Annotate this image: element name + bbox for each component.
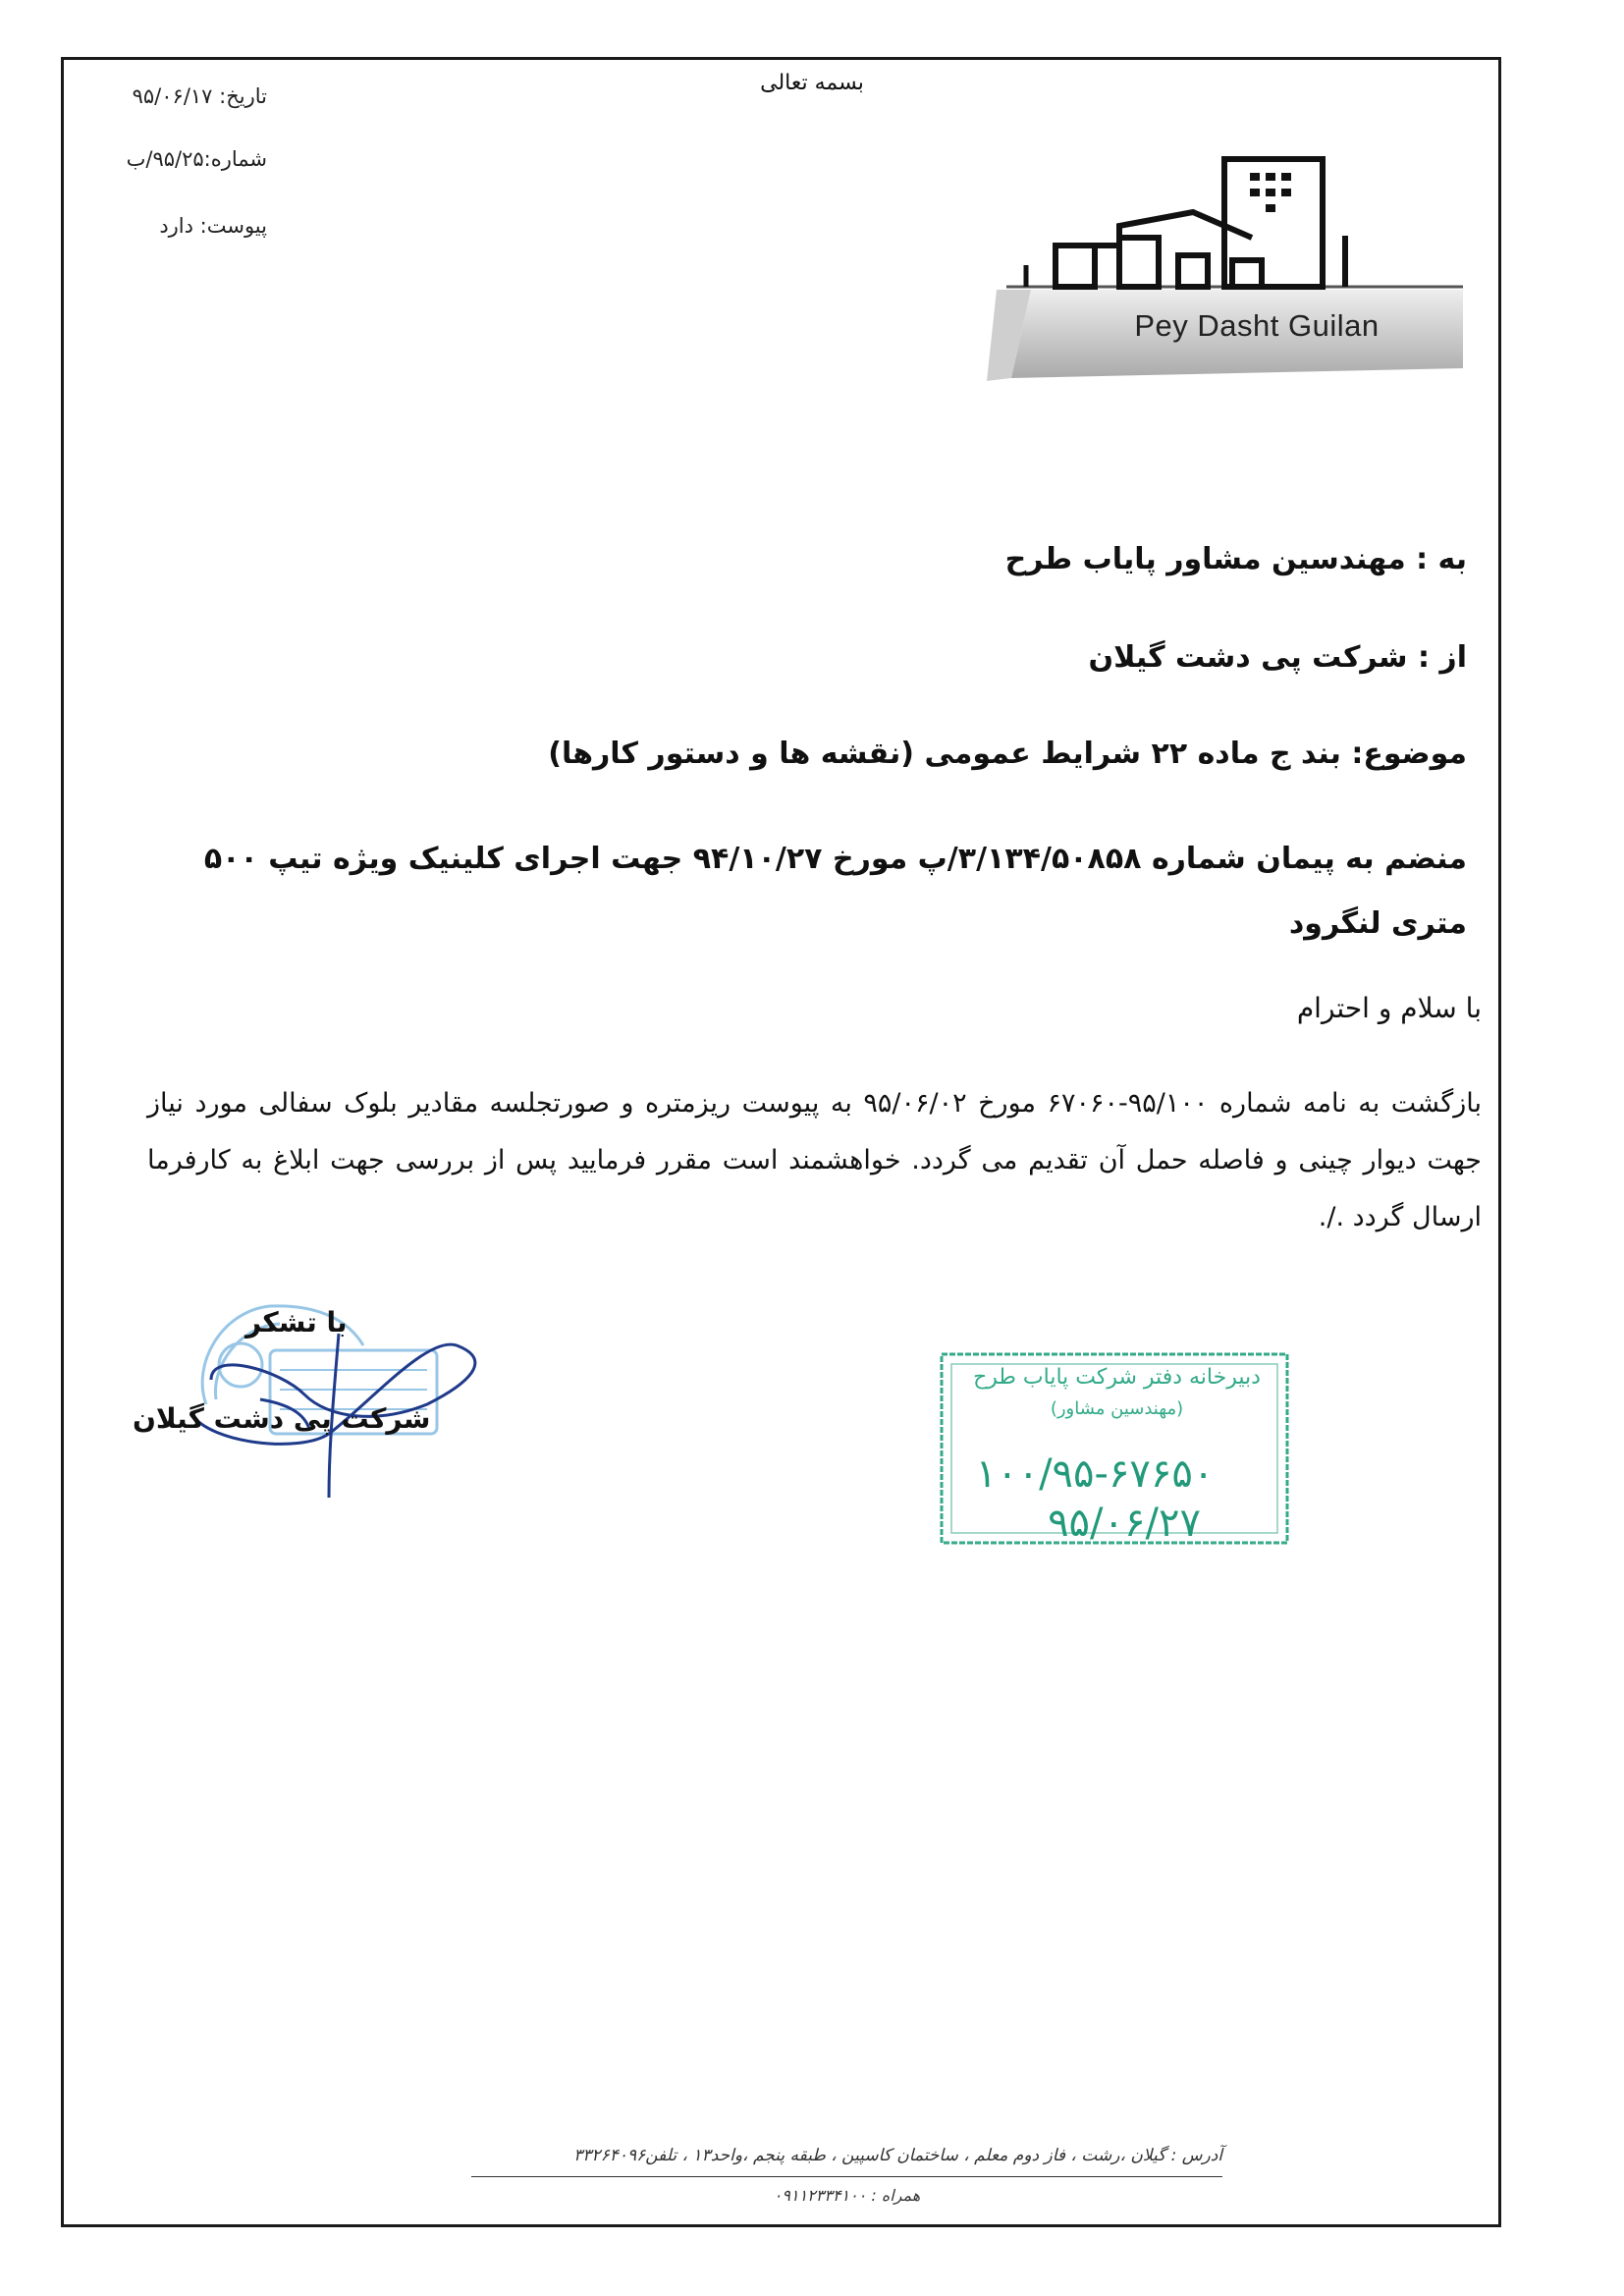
letter-body: بازگشت به نامه شماره ۹۵/۱۰۰-۶۷۰۶۰ مورخ ۹۵/۰۶/۰۲ به پیوست ریزمتره و صورتجلسه مقادیر بلوک سفالی مورد نیاز جهت دیوار چینی و فاصله حمل آن تقدیم می گردد. خواهشمند است مقرر فرمایید پس از بررسی جهت ابلاغ به کارفرما ارسال گردد ./. xyxy=(147,1088,1482,1232)
greeting: با سلام و احترام xyxy=(1296,992,1482,1024)
letter-number: شماره:۹۵/۲۵/ب xyxy=(126,147,267,171)
contract-reference: منضم به پیمان شماره ۳/۱۳۴/۵۰۸۵۸/پ مورخ ۹۴/۱۰/۲۷ جهت اجرای کلینیک ویژه تیپ ۵۰۰ متری لنگرود xyxy=(203,842,1467,941)
company-logo xyxy=(987,147,1468,388)
sender-line: از : شرکت پی دشت گیلان xyxy=(1088,640,1467,675)
stamp-date: ۹۵/۰۶/۲۷ xyxy=(1048,1501,1201,1546)
letter-date: تاریخ: ۹۵/۰۶/۱۷ xyxy=(132,84,267,108)
stamp-office-name: دبیرخانه دفتر شرکت پایاب طرح xyxy=(973,1365,1261,1390)
stamp-office-subtitle: (مهندسین مشاور) xyxy=(1050,1398,1184,1419)
footer-mobile: همراه : ۰۹۱۱۲۳۳۴۱۰۰ xyxy=(773,2186,921,2205)
recipient-line: به : مهندسین مشاور پایاب طرح xyxy=(1004,542,1467,576)
bismillah-heading: بسمه تعالی xyxy=(760,71,864,95)
subject-line: موضوع: بند ج ماده ۲۲ شرایط عمومی (نقشه ها و دستور کارها) xyxy=(548,737,1467,771)
stamp-registration-number: ۱۰۰/۹۵-۶۷۶۵۰ xyxy=(975,1451,1215,1497)
logo-wordmark: Pey Dasht Guilan xyxy=(1134,308,1380,343)
letter-attachment: پیوست: دارد xyxy=(159,214,267,238)
footer-address: آدرس : گیلان ،رشت ، فاز دوم معلم ، ساختمان کاسپین ، طبقه پنجم ،واحد۱۳ ، تلفن۳۳۲۶۴۰۹۶ xyxy=(573,2146,1222,2165)
footer-divider xyxy=(471,2176,1222,2177)
signatory-company: شرکت پی دشت گیلان xyxy=(133,1402,431,1435)
closing-thanks: با تشکر xyxy=(245,1306,348,1339)
